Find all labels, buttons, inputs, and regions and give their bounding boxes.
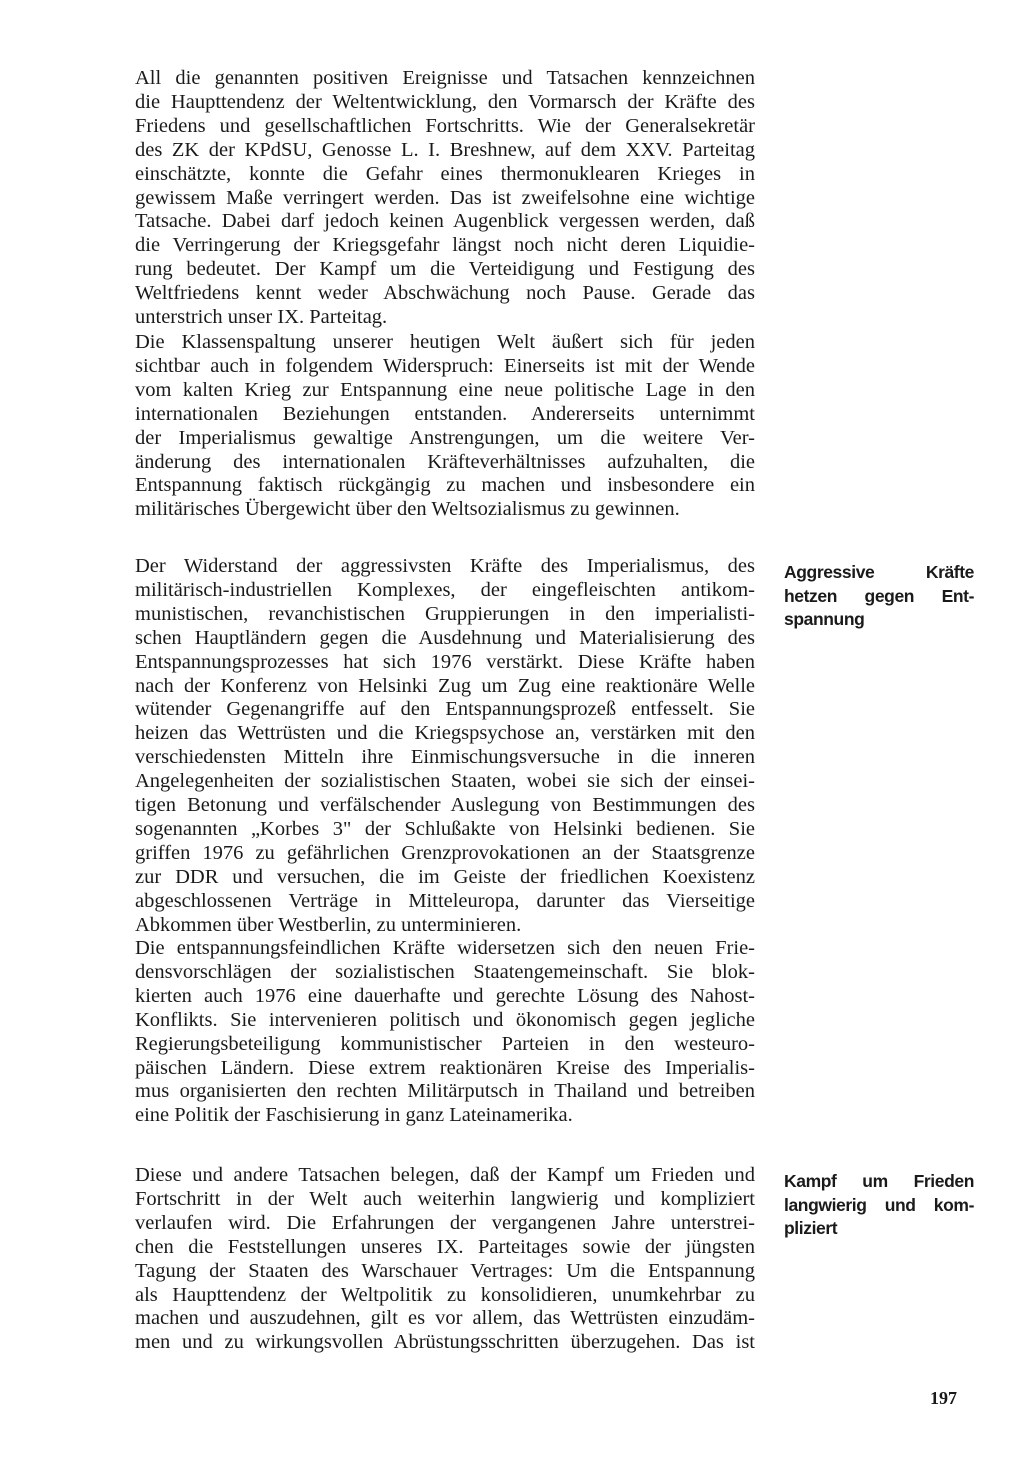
text-line: verschiedensten Mitteln ihre Einmischungsversuche in die inneren bbox=[135, 746, 755, 769]
text-line: Tatsache. Dabei darf jedoch keinen Augenblick vergessen werden, daß bbox=[135, 210, 755, 233]
text-line: munistischen, revanchistischen Gruppierungen in den imperialisti- bbox=[135, 602, 755, 625]
marginal-note-line: hetzen gegen Ent- bbox=[784, 585, 974, 606]
text-line: Regierungsbeteiligung kommunistischer Parteien in den westeuro- bbox=[135, 1032, 755, 1055]
text-line: vom kalten Krieg zur Entspannung eine neue politische Lage in den bbox=[135, 378, 755, 401]
marginal-note-line: Kampf um Frieden bbox=[784, 1171, 974, 1191]
paragraph-class-division bbox=[135, 331, 755, 522]
marginal-note-line: Aggressive Kräfte bbox=[784, 562, 974, 582]
text-line: tigen Betonung und verfälschender Auslegung von Bestimmungen des bbox=[135, 794, 755, 817]
text-line: mus organisierten den rechten Militärputsch in Thailand und betreiben bbox=[135, 1080, 755, 1103]
text-line: kierten auch 1976 eine dauerhafte und gerechte Lösung des Nahost- bbox=[135, 984, 755, 1007]
text-line: All die genannten positiven Ereignisse und Tatsachen kennzeichnen bbox=[135, 67, 755, 89]
paragraph-struggle-for-peace bbox=[135, 1164, 755, 1355]
text-line: unterstrich unser IX. Parteitag. bbox=[135, 306, 388, 329]
page-number: 197 bbox=[930, 1388, 957, 1408]
marginal-note-struggle-for-peace bbox=[784, 1170, 974, 1241]
text-line: densvorschlägen der sozialistischen Staatengemeinschaft. Sie blok- bbox=[135, 960, 755, 983]
text-line: päischen Ländern. Diese extrem reaktionären Kreise des Imperialis- bbox=[135, 1056, 755, 1079]
text-line: änderung des internationalen Kräfteverhältnisses aufzuhalten, die bbox=[135, 450, 755, 473]
text-line: Der Widerstand der aggressivsten Kräfte des Imperialismus, des bbox=[135, 555, 755, 577]
text-line: internationalen Beziehungen entstanden. Andererseits unternimmt bbox=[135, 402, 755, 425]
text-line: zur DDR und versuchen, die im Geiste der friedlichen Koexistenz bbox=[135, 865, 755, 888]
paragraph-anti-detente-forces bbox=[135, 937, 755, 1128]
text-line: Entspannung faktisch rückgängig zu machen und insbesondere ein bbox=[135, 474, 755, 497]
text-line: Friedens und gesellschaftlichen Fortschritts. Wie der Generalsekretär bbox=[135, 114, 755, 137]
text-line: sogenannten „Korbes 3" der Schlußakte von Helsinki bedienen. Sie bbox=[135, 817, 755, 840]
text-line: schen Hauptländern gegen die Ausdehnung und Materialisierung des bbox=[135, 626, 755, 649]
text-line: Entspannungsprozesses hat sich 1976 verstärkt. Diese Kräfte haben bbox=[135, 650, 755, 673]
text-line: die Haupttendenz der Weltentwicklung, den Vormarsch der Kräfte des bbox=[135, 90, 755, 113]
text-line: als Haupttendenz der Weltpolitik zu konsolidieren, unumkehrbar zu bbox=[135, 1283, 755, 1306]
text-line: Fortschritt in der Welt auch weiterhin langwierig und kompliziert bbox=[135, 1187, 755, 1210]
text-line: eine Politik der Faschisierung in ganz Lateinamerika. bbox=[135, 1104, 573, 1127]
text-line: die Verringerung der Kriegsgefahr längst noch nicht deren Liquidie- bbox=[135, 234, 755, 257]
text-line: Die entspannungsfeindlichen Kräfte widersetzen sich den neuen Frie- bbox=[135, 937, 755, 959]
text-line: heizen das Wettrüsten und die Kriegspsychose an, verstärken mit den bbox=[135, 722, 755, 745]
text-line: Tagung der Staaten des Warschauer Vertrages: Um die Entspannung bbox=[135, 1259, 755, 1282]
text-line: der Imperialismus gewaltige Anstrengungen, um die weitere Ver- bbox=[135, 426, 755, 449]
text-line: des ZK der KPdSU, Genosse L. I. Breshnew, auf dem XXV. Parteitag bbox=[135, 138, 755, 161]
text-line: wütender Gegenangriffe auf den Entspannungsprozeß entfesselt. Sie bbox=[135, 698, 755, 721]
text-line: rung bedeutet. Der Kampf um die Verteidigung und Festigung des bbox=[135, 258, 755, 281]
text-line: machen und auszudehnen, gilt es vor allem, das Wettrüsten einzudäm- bbox=[135, 1307, 755, 1330]
text-line: sichtbar auch in folgendem Widerspruch: Einerseits ist mit der Wende bbox=[135, 354, 755, 377]
text-line: men und zu wirkungsvollen Abrüstungsschritten überzugehen. Das ist bbox=[135, 1331, 755, 1354]
text-line: gewissem Maße verringert werden. Das ist zweifelsohne eine wichtige bbox=[135, 186, 755, 209]
text-line: Die Klassenspaltung unserer heutigen Welt äußert sich für jeden bbox=[135, 331, 755, 353]
text-line: verlaufen wird. Die Erfahrungen der vergangenen Jahre unterstrei- bbox=[135, 1211, 755, 1234]
paragraph-aggressive-forces bbox=[135, 555, 755, 938]
text-line: militärisches Übergewicht über den Weltsozialismus zu gewinnen. bbox=[135, 498, 680, 521]
marginal-note-aggressive-forces bbox=[784, 561, 974, 632]
text-line: abgeschlossenen Verträge in Mitteleuropa, darunter das Vierseitige bbox=[135, 889, 755, 912]
text-line: Diese und andere Tatsachen belegen, daß der Kampf um Frieden und bbox=[135, 1164, 755, 1186]
text-line: militärisch-industriellen Komplexes, der eingefleischten antikom- bbox=[135, 578, 755, 601]
marginal-note-line: langwierig und kom- bbox=[784, 1194, 974, 1215]
text-line: chen die Feststellungen unseres IX. Parteitages sowie der jüngsten bbox=[135, 1235, 755, 1258]
text-line: Konflikts. Sie intervenieren politisch und ökonomisch gegen jegliche bbox=[135, 1008, 755, 1031]
text-line: Abkommen über Westberlin, zu unterminieren. bbox=[135, 913, 522, 936]
text-line: griffen 1976 zu gefährlichen Grenzprovokationen an der Staatsgrenze bbox=[135, 841, 755, 864]
text-line: Angelegenheiten der sozialistischen Staaten, wobei sie sich der einsei- bbox=[135, 770, 755, 793]
text-line: nach der Konferenz von Helsinki Zug um Zug eine reaktionäre Welle bbox=[135, 674, 755, 697]
marginal-note-line: pliziert bbox=[784, 1218, 838, 1238]
marginal-note-line: spannung bbox=[784, 609, 865, 629]
text-line: einschätzte, konnte die Gefahr eines thermonuklearen Krieges in bbox=[135, 162, 755, 185]
paragraph-positive-events bbox=[135, 67, 755, 330]
text-line: Weltfriedens kennt weder Abschwächung noch Pause. Gerade das bbox=[135, 282, 755, 305]
